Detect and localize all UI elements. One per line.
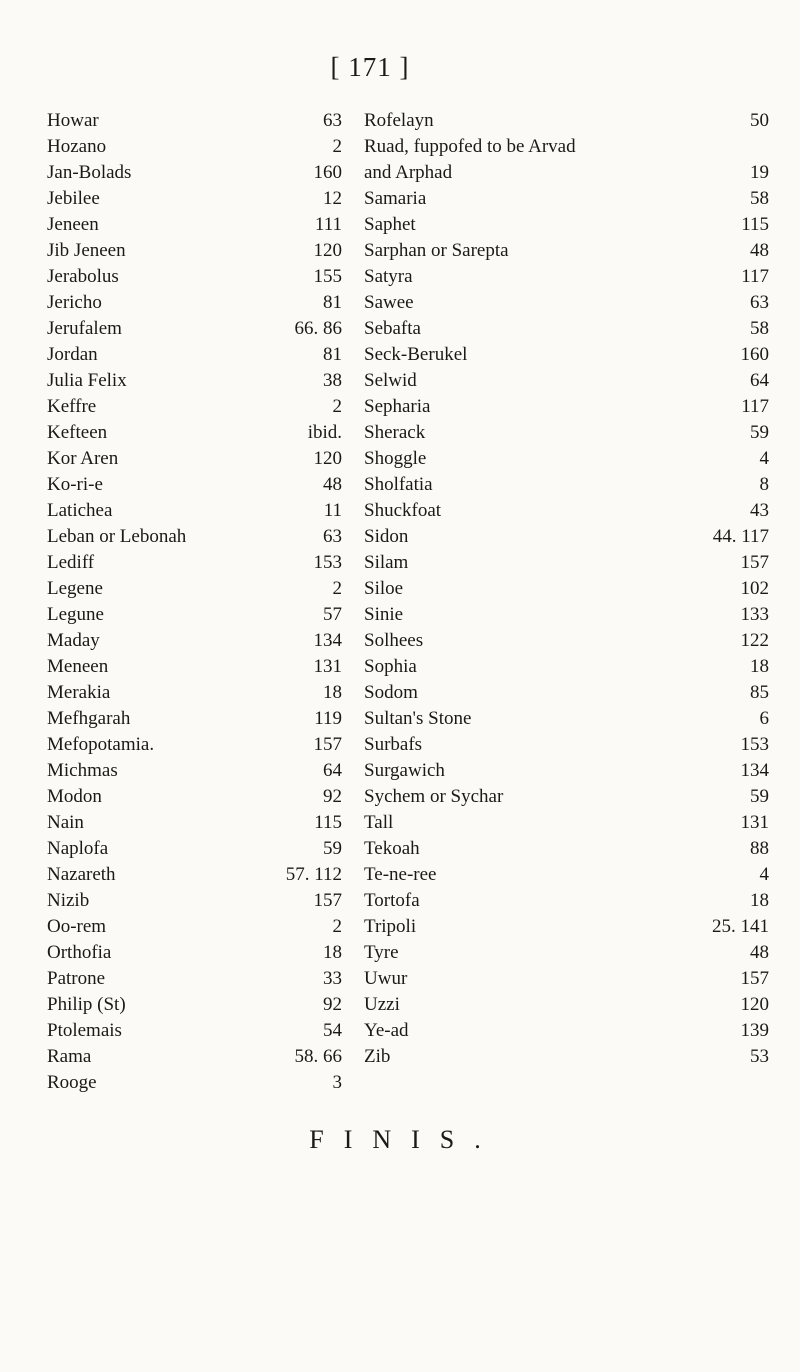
index-entry [364, 706, 769, 732]
place-name: Rooge [47, 1072, 97, 1093]
index-entry [47, 472, 342, 498]
page-reference: 58. 66 [294, 1046, 342, 1067]
place-name: Sholfatia [364, 474, 433, 495]
page-reference: 11 [323, 500, 342, 521]
index-entry [364, 810, 769, 836]
place-name: Sherack [364, 422, 426, 443]
place-name: Sepharia [364, 396, 431, 417]
page-reference: 157 [313, 890, 342, 911]
page-reference: 18 [750, 656, 769, 677]
index-entry [364, 914, 769, 940]
place-name: Leban or Lebonah [47, 526, 187, 547]
page-reference: 153 [313, 552, 342, 573]
index-entry [47, 1018, 342, 1044]
index-entry [364, 420, 769, 446]
page-reference: 48 [750, 240, 769, 261]
place-name: Ko-ri-e [47, 474, 103, 495]
page-reference: 2 [332, 136, 342, 157]
index-entry [364, 134, 769, 160]
index-entry [364, 966, 769, 992]
place-name: Ptolemais [47, 1020, 122, 1041]
page-reference: 81 [323, 292, 342, 313]
index-entry [47, 108, 342, 134]
place-name: Surbafs [364, 734, 423, 755]
page-reference: 25. 141 [712, 916, 769, 937]
index-entry [364, 654, 769, 680]
place-name: Oo-rem [47, 916, 107, 937]
page-reference: 88 [750, 838, 769, 859]
index-entry [364, 160, 769, 186]
index-column-right [364, 108, 769, 1070]
page-reference: 59 [323, 838, 342, 859]
page-reference: ibid. [307, 422, 342, 443]
index-entry [47, 706, 342, 732]
index-entry [364, 862, 769, 888]
page-reference: 66. 86 [294, 318, 342, 339]
page-reference: 59 [750, 786, 769, 807]
place-name: Sarphan or Sarepta [364, 240, 509, 261]
place-name: Ye-ad [364, 1020, 409, 1041]
place-name: Silam [364, 552, 409, 573]
index-entry [47, 394, 342, 420]
index-entry [47, 368, 342, 394]
place-name: Nain [47, 812, 84, 833]
place-name: Mefopotamia. [47, 734, 155, 755]
index-entry [47, 446, 342, 472]
index-entry [364, 290, 769, 316]
place-name: Philip (St) [47, 994, 126, 1015]
place-name: Siloe [364, 578, 404, 599]
index-entry [47, 602, 342, 628]
page-reference: 12 [323, 188, 342, 209]
index-entry [364, 550, 769, 576]
place-name: Tyre [364, 942, 399, 963]
place-name: Legene [47, 578, 103, 599]
page-reference: 133 [740, 604, 769, 625]
index-entry [47, 810, 342, 836]
place-name: Seck-Berukel [364, 344, 468, 365]
place-name: Sidon [364, 526, 409, 547]
page-reference: 2 [332, 578, 342, 599]
page-reference: 155 [313, 266, 342, 287]
index-entry [364, 888, 769, 914]
index-entry [364, 836, 769, 862]
page-reference: 102 [740, 578, 769, 599]
page-reference: 58 [750, 188, 769, 209]
page-reference: 115 [314, 812, 342, 833]
page-reference: 54 [323, 1020, 342, 1041]
index-entry [47, 654, 342, 680]
index-entry [364, 1018, 769, 1044]
place-name: Samaria [364, 188, 427, 209]
place-name: Uwur [364, 968, 408, 989]
place-name: Jebilee [47, 188, 100, 209]
page-reference: 38 [323, 370, 342, 391]
place-name: Rama [47, 1046, 92, 1067]
index-entry [47, 1044, 342, 1070]
place-name: Tripoli [364, 916, 417, 937]
index-entry [364, 602, 769, 628]
page-reference: 57. 112 [285, 864, 342, 885]
place-name: Zib [364, 1046, 391, 1067]
page-reference: 157 [740, 968, 769, 989]
page-reference: 120 [313, 240, 342, 261]
page-reference: 160 [740, 344, 769, 365]
place-name: Rofelayn [364, 110, 434, 131]
place-name: Jordan [47, 344, 98, 365]
place-name: Jeneen [47, 214, 99, 235]
page-reference: 4 [759, 864, 769, 885]
index-entry [47, 264, 342, 290]
index-entry [47, 316, 342, 342]
place-name: Sophia [364, 656, 417, 677]
index-entry [364, 264, 769, 290]
page-reference: 111 [314, 214, 342, 235]
index-entry [364, 524, 769, 550]
place-name: Nazareth [47, 864, 116, 885]
place-name: Sodom [364, 682, 418, 703]
index-entry [364, 992, 769, 1018]
index-entry [364, 940, 769, 966]
place-name: Lediff [47, 552, 95, 573]
index-entry [364, 394, 769, 420]
page-reference: 117 [741, 396, 769, 417]
index-entry [47, 836, 342, 862]
index-entry [47, 966, 342, 992]
index-entry [364, 368, 769, 394]
page-reference: 120 [313, 448, 342, 469]
place-name: Patrone [47, 968, 106, 989]
place-name: Tortofa [364, 890, 420, 911]
index-entry [364, 238, 769, 264]
place-name: Kefteen [47, 422, 108, 443]
page-reference: 64 [323, 760, 342, 781]
place-name: Kor Aren [47, 448, 119, 469]
index-entry [47, 576, 342, 602]
index-entry [47, 758, 342, 784]
place-name: Hozano [47, 136, 107, 157]
page-reference: 18 [323, 682, 342, 703]
page-reference: 48 [323, 474, 342, 495]
index-entry [47, 212, 342, 238]
place-name: Sychem or Sychar [364, 786, 504, 807]
place-name: Sultan's Stone [364, 708, 472, 729]
page-reference: 3 [332, 1072, 342, 1093]
page-reference: 134 [740, 760, 769, 781]
index-entry [364, 472, 769, 498]
place-name: Orthofia [47, 942, 112, 963]
index-entry [364, 576, 769, 602]
place-name: Selwid [364, 370, 417, 391]
place-name: Solhees [364, 630, 424, 651]
place-name: Naplofa [47, 838, 109, 859]
page-reference: 57 [323, 604, 342, 625]
page-reference: 19 [750, 162, 769, 183]
index-entry [364, 316, 769, 342]
place-name: Merakia [47, 682, 111, 703]
place-name: Saphet [364, 214, 416, 235]
index-entry [47, 134, 342, 160]
page-reference: 18 [750, 890, 769, 911]
index-entry [47, 784, 342, 810]
place-name: Julia Felix [47, 370, 127, 391]
place-name: Te-ne-ree [364, 864, 437, 885]
page-reference: 157 [313, 734, 342, 755]
page-reference: 134 [313, 630, 342, 651]
index-column-left [47, 108, 342, 1096]
index-entry [364, 628, 769, 654]
place-name: Howar [47, 110, 99, 131]
index-entry [47, 290, 342, 316]
place-name: Tall [364, 812, 394, 833]
page-reference: 92 [323, 786, 342, 807]
index-entry [364, 186, 769, 212]
index-entry [47, 420, 342, 446]
place-name: Sawee [364, 292, 414, 313]
index-entry [364, 498, 769, 524]
index-entry [47, 940, 342, 966]
index-entry [364, 108, 769, 134]
index-entry [47, 992, 342, 1018]
page-reference: 157 [740, 552, 769, 573]
index-entry [364, 342, 769, 368]
page-reference: 63 [323, 110, 342, 131]
page-reference: 18 [323, 942, 342, 963]
place-name: Jib Jeneen [47, 240, 126, 261]
page-reference: 8 [759, 474, 769, 495]
index-entry [364, 784, 769, 810]
place-name: Surgawich [364, 760, 445, 781]
page-reference: 160 [313, 162, 342, 183]
page-reference: 58 [750, 318, 769, 339]
place-name: Modon [47, 786, 102, 807]
place-name: Jerabolus [47, 266, 119, 287]
page-reference: 120 [740, 994, 769, 1015]
place-name: Satyra [364, 266, 413, 287]
index-entry [47, 888, 342, 914]
page-reference: 122 [740, 630, 769, 651]
place-name: Shoggle [364, 448, 427, 469]
place-name: and Arphad [364, 162, 453, 183]
page-reference: 131 [740, 812, 769, 833]
index-entry [47, 680, 342, 706]
page-reference: 43 [750, 500, 769, 521]
index-entry [364, 732, 769, 758]
page-reference: 119 [314, 708, 342, 729]
page-reference: 59 [750, 422, 769, 443]
index-entry [364, 758, 769, 784]
place-name: Ruad, fuppofed to be Arvad [364, 136, 576, 157]
index-entry [364, 446, 769, 472]
index-entry [47, 550, 342, 576]
page-reference: 85 [750, 682, 769, 703]
place-name: Shuckfoat [364, 500, 442, 521]
page-reference: 33 [323, 968, 342, 989]
place-name: Keffre [47, 396, 97, 417]
place-name: Uzzi [364, 994, 400, 1015]
page-reference: 139 [740, 1020, 769, 1041]
page-reference: 2 [332, 396, 342, 417]
page-reference: 92 [323, 994, 342, 1015]
page-reference: 117 [741, 266, 769, 287]
place-name: Jerufalem [47, 318, 122, 339]
finis-footer: FINIS. [309, 1125, 501, 1154]
place-name: Meneen [47, 656, 109, 677]
page-reference: 115 [741, 214, 769, 235]
index-entry [364, 1044, 769, 1070]
place-name: Latichea [47, 500, 113, 521]
index-entry [47, 862, 342, 888]
index-entry [364, 680, 769, 706]
place-name: Michmas [47, 760, 118, 781]
page-reference: 81 [323, 344, 342, 365]
index-entry [47, 1070, 342, 1096]
index-entry [47, 628, 342, 654]
place-name: Mefhgarah [47, 708, 131, 729]
page-reference: 4 [759, 448, 769, 469]
place-name: Tekoah [364, 838, 420, 859]
index-entry [47, 498, 342, 524]
index-entry [47, 342, 342, 368]
index-entry [47, 914, 342, 940]
place-name: Legune [47, 604, 104, 625]
index-entry [47, 186, 342, 212]
page-reference: 50 [750, 110, 769, 131]
page-reference: 64 [750, 370, 769, 391]
place-name: Sebafta [364, 318, 421, 339]
place-name: Jericho [47, 292, 102, 313]
page-reference: 63 [750, 292, 769, 313]
page-reference: 153 [740, 734, 769, 755]
place-name: Nizib [47, 890, 90, 911]
page-header: [ 171 ] [330, 52, 410, 82]
index-entry [47, 524, 342, 550]
place-name: Maday [47, 630, 100, 651]
place-name: Jan-Bolads [47, 162, 132, 183]
index-entry [47, 732, 342, 758]
page-reference: 131 [313, 656, 342, 677]
page-reference: 53 [750, 1046, 769, 1067]
index-entry [364, 212, 769, 238]
page-reference: 2 [332, 916, 342, 937]
page-reference: 44. 117 [712, 526, 769, 547]
index-entry [47, 238, 342, 264]
place-name: Sinie [364, 604, 404, 625]
page-reference: 48 [750, 942, 769, 963]
page-reference: 63 [323, 526, 342, 547]
page-reference: 6 [759, 708, 769, 729]
index-entry [47, 160, 342, 186]
